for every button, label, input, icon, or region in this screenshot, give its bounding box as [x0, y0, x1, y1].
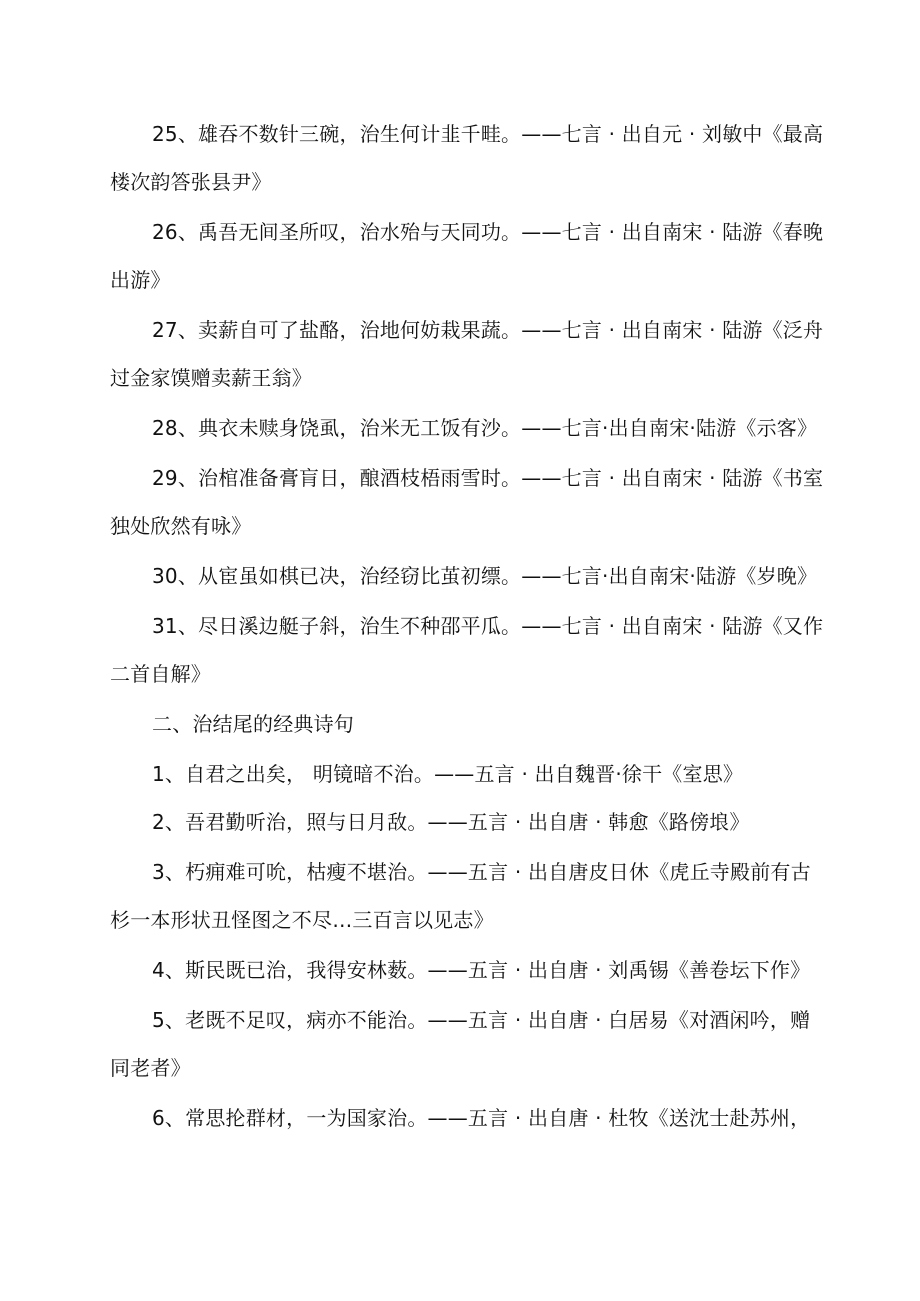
- text-line: 5、老既不足叹，病亦不能治。——五言 · 出自唐 · 白居易《对酒闲吟，赠: [152, 1008, 811, 1032]
- text-line: 同老者》: [110, 1056, 191, 1080]
- text-line: 独处欣然有咏》: [110, 514, 252, 538]
- text-line: 31、尽日溪边艇子斜，治生不种邵平瓜。——七言 · 出自南宋 · 陆游《又作: [152, 614, 824, 638]
- text-line: 6、常思抡群材，一为国家治。——五言 · 出自唐 · 杜牧《送沈士赴苏州，: [152, 1106, 811, 1130]
- text-line: 4、斯民既已治，我得安林薮。——五言 · 出自唐 · 刘禹锡《善卷坛下作》: [152, 958, 811, 982]
- text-line: 26、禹吾无间圣所叹，治水殆与天同功。——七言 · 出自南宋 · 陆游《春晚: [152, 220, 824, 244]
- text-line: 25、雄吞不数针三碗，治生何计韭千畦。——七言 · 出自元 · 刘敏中《最高: [152, 122, 824, 146]
- text-line: 过金家馍赠卖薪王翁》: [110, 366, 312, 390]
- text-line: 28、典衣未赎身饶虱，治米无工饭有沙。——七言·出自南宋·陆游《示客》: [152, 416, 818, 440]
- text-line: 27、卖薪自可了盐酪，治地何妨栽果蔬。——七言 · 出自南宋 · 陆游《泛舟: [152, 318, 824, 342]
- text-line: 杉一本形状丑怪图之不尽…三百言以见志》: [110, 908, 494, 932]
- section-heading: 二、治结尾的经典诗句: [152, 712, 354, 736]
- text-line: 出游》: [110, 268, 171, 292]
- text-line: 二首自解》: [110, 662, 211, 686]
- text-line: 3、朽痈难可吮，枯瘦不堪治。——五言 · 出自唐皮日休《虎丘寺殿前有古: [152, 860, 811, 884]
- text-line: 30、从宦虽如棋已决，治经窃比茧初缥。——七言·出自南宋·陆游《岁晚》: [152, 564, 818, 588]
- text-line: 楼次韵答张县尹》: [110, 170, 272, 194]
- text-line: 1、自君之出矣， 明镜暗不治。——五言 · 出自魏晋·徐干《室思》: [152, 762, 744, 786]
- text-line: 2、吾君勤听治，照与日月敌。——五言 · 出自唐 · 韩愈《路傍埌》: [152, 810, 750, 834]
- text-line: 29、治棺准备膏肓日，酿酒枝梧雨雪时。——七言 · 出自南宋 · 陆游《书室: [152, 466, 824, 490]
